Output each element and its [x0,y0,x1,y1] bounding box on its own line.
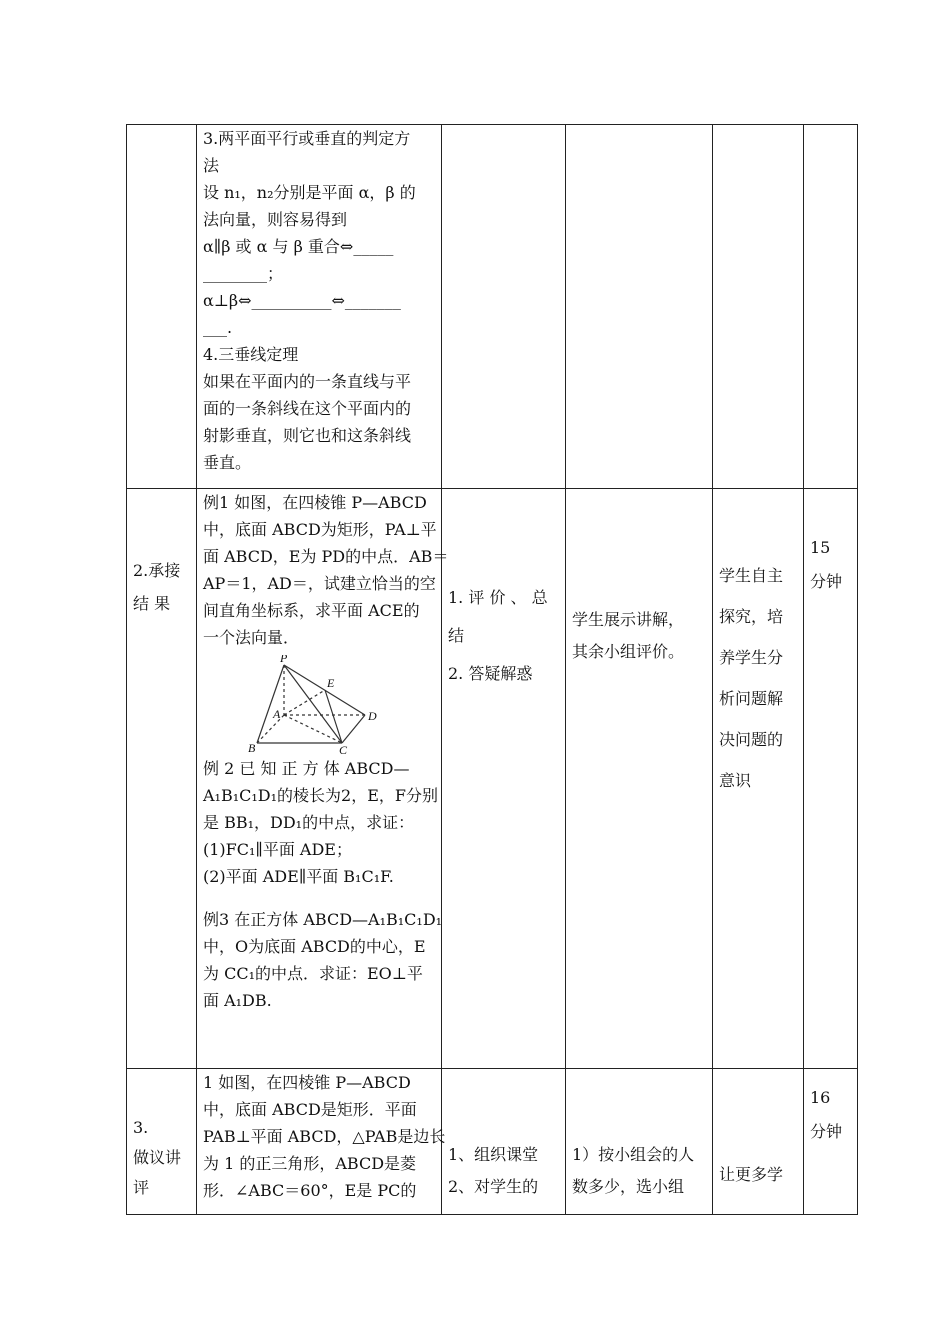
example-3-line: 例3 在正方体 ABCD—A₁B₁C₁D₁ [203,910,443,929]
design-intent-line: 让更多学 [719,1165,784,1184]
content-line: 中，底面 ABCD是矩形．平面 [203,1100,417,1119]
content-line: ___. [203,318,233,337]
example-1-line: AP＝1，AD＝，试建立恰当的空 [203,574,436,593]
student-activity-line: 1）按小组会的人 [572,1145,695,1164]
teacher-activity-line: 2. 答疑解惑 [448,664,533,683]
time-unit: 分钟 [810,572,843,591]
example-1-line: 间直角坐标系，求平面 ACE的 [203,601,420,620]
content-line: 法向量，则容易得到 [203,210,348,229]
design-intent-cell [713,489,804,1069]
stage-label: 3. [133,1118,149,1137]
stage-cell [127,1069,197,1215]
edge-cd [342,715,365,743]
design-intent-line: 决问题的 [719,730,784,749]
teacher-activity-line: 结 [448,626,465,645]
teacher-activity-line: 1、组织课堂 [448,1145,539,1164]
table-row [127,489,858,1069]
design-intent-cell [713,125,804,489]
edge-pb [257,665,284,743]
design-intent-line: 学生自主 [719,566,784,585]
label-a: A [273,707,281,721]
example-1-line: 例1 如图，在四棱锥 P—ABCD [203,493,427,512]
student-activity-cell [566,489,713,1069]
content-line: 射影垂直，则它也和这条斜线 [203,426,412,445]
design-intent-line: 养学生分 [719,648,784,667]
content-line: 3.两平面平行或垂直的判定方 [203,129,411,148]
content-line: PAB⊥平面 ABCD，△PAB是边长 [203,1127,446,1146]
example-1-line: 中，底面 ABCD为矩形，PA⊥平 [203,520,437,539]
content-line: 如果在平面内的一条直线与平 [203,372,412,391]
time-cell [804,1069,858,1215]
example-2-line: A₁B₁C₁D₁的棱长为2，E，F分别 [203,786,439,805]
example-3-line: 面 A₁DB. [203,991,272,1010]
table-row [127,125,858,489]
design-intent-cell [713,1069,804,1215]
content-line: 为 1 的正三角形，ABCD是菱 [203,1154,417,1173]
content-line: α∥β 或 α 与 β 重合⇔_____ [203,237,394,256]
teacher-activity-cell [442,489,566,1069]
example-2-line: 例 2 已 知 正 方 体 ABCD— [203,759,410,778]
content-line: 形．∠ABC＝60°，E是 PC的 [203,1181,417,1200]
stage-label: 结 果 [133,594,171,613]
time-cell [804,489,858,1069]
content-cell [197,125,442,489]
student-activity-line: 学生展示讲解， [572,610,685,629]
content-cell [197,1069,446,1215]
design-intent-line: 析问题解 [719,689,784,708]
example-1-line: 面 ABCD，E为 PD的中点．AB＝ [203,547,449,566]
student-activity-cell [566,1069,713,1215]
time-value: 15 [810,538,831,557]
student-activity-cell [566,125,713,489]
time-value: 16 [810,1088,831,1107]
stage-label: 2.承接 [133,561,181,580]
example-2-line: (2)平面 ADE∥平面 B₁C₁F. [203,867,394,886]
label-p: P [280,655,288,665]
time-unit: 分钟 [810,1122,843,1141]
edge-ac [284,715,342,743]
student-activity-line: 其余小组评价。 [572,642,685,661]
content-line: 4.三垂线定理 [203,345,299,364]
teacher-activity-cell [442,125,566,489]
stage-label: 评 [133,1178,150,1197]
content-cell [197,489,449,1069]
content-line: 面的一条斜线在这个平面内的 [203,399,412,418]
label-b: B [248,741,256,755]
example-2-line: (1)FC₁∥平面 ADE； [203,840,352,859]
pyramid-figure [247,655,387,755]
content-line: 设 n₁，n₂分别是平面 α，β 的 [203,183,416,202]
label-d: D [368,709,377,723]
design-intent-line: 意识 [719,771,752,790]
stage-cell [127,489,197,1069]
content-line: 法 [203,156,220,175]
label-e: E [327,676,335,690]
lesson-plan-table [126,124,858,1215]
content-line: α⊥β⇔__________⇔_______ [203,291,401,310]
example-2-line: 是 BB₁，DD₁的中点，求证： [203,813,415,832]
example-3-line: 中，O为底面 ABCD的中心，E [203,937,426,956]
content-line: 垂直。 [203,453,252,472]
teacher-activity-cell [442,1069,566,1215]
content-line: ________； [203,264,284,283]
stage-label: 做议讲 [133,1148,182,1167]
stage-cell [127,125,197,489]
content-line: 1 如图，在四棱锥 P—ABCD [203,1073,411,1092]
time-cell [804,125,858,489]
student-activity-line: 数多少，选小组 [572,1177,685,1196]
teacher-activity-line: 2、对学生的 [448,1177,539,1196]
edge-ce [325,690,342,743]
table-row [127,1069,858,1215]
teacher-activity-line: 1. 评 价 、 总 [448,588,548,607]
example-1-line: 一个法向量． [203,628,300,647]
design-intent-line: 探究，培 [719,607,784,626]
example-3-line: 为 CC₁的中点．求证：EO⊥平 [203,964,423,983]
label-c: C [339,743,348,755]
